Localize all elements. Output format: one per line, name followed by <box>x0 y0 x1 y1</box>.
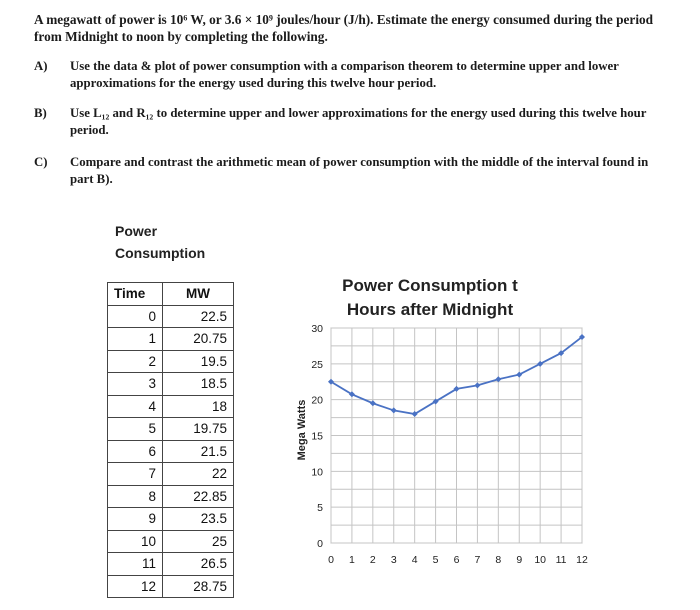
y-tick-label: 0 <box>317 538 323 550</box>
y-tick-label: 30 <box>311 323 323 335</box>
time-cell: 2 <box>108 350 163 373</box>
y-axis-label: Mega Watts <box>296 399 308 461</box>
time-cell: 8 <box>108 485 163 508</box>
mw-cell: 21.5 <box>163 440 234 463</box>
time-cell: 4 <box>108 395 163 418</box>
time-cell: 10 <box>108 530 163 553</box>
time-cell: 3 <box>108 373 163 396</box>
mw-cell: 28.75 <box>163 575 234 598</box>
chart-title-line2: Hours after Midnight <box>346 300 514 319</box>
x-tick-label: 2 <box>369 554 376 566</box>
table-title-line2: Consumption <box>115 245 206 261</box>
part-a-text: Use the data & plot of power consumption with a comparison theorem to determine upper and lower approximations for the energy used during this twelve hour period. <box>70 59 619 90</box>
time-cell: 12 <box>108 575 163 598</box>
part-b-text: Use L₁₂ and R₁₂ to determine upper and lower approximations for the energy used during this twelve hour period. <box>70 106 647 137</box>
x-tick-label: 6 <box>453 554 460 566</box>
x-tick-label: 12 <box>576 554 588 566</box>
time-cell: 9 <box>108 508 163 531</box>
time-cell: 5 <box>108 418 163 441</box>
x-tick-label: 0 <box>328 554 334 566</box>
mw-cell: 22 <box>163 463 234 486</box>
x-tick-label: 1 <box>348 554 355 566</box>
y-tick-label: 25 <box>311 358 323 371</box>
x-tick-label: 11 <box>555 554 567 566</box>
x-tick-label: 8 <box>495 554 502 566</box>
mw-header: MW <box>163 283 234 306</box>
y-tick-label: 20 <box>311 394 323 407</box>
y-tick-label: 10 <box>311 466 323 479</box>
mw-cell: 19.75 <box>163 418 234 441</box>
y-tick-label: 5 <box>317 502 323 515</box>
x-tick-label: 10 <box>534 554 547 566</box>
plot-area <box>311 323 588 566</box>
x-tick-label: 4 <box>411 554 418 566</box>
time-header: Time <box>108 283 163 306</box>
time-cell: 6 <box>108 440 163 463</box>
part-b-letter: B) <box>34 106 47 120</box>
mw-cell: 22.5 <box>163 305 234 328</box>
mw-cell: 25 <box>163 530 234 553</box>
mw-cell: 18 <box>163 395 234 418</box>
mw-cell: 23.5 <box>163 508 234 531</box>
mw-cell: 20.75 <box>163 328 234 351</box>
chart-title-line1: Power Consumption t <box>342 276 518 295</box>
time-cell: 11 <box>108 553 163 576</box>
table-title-line1: Power <box>115 223 158 239</box>
mw-cell: 26.5 <box>163 553 234 576</box>
time-cell: 1 <box>108 328 163 351</box>
x-tick-label: 9 <box>516 554 523 566</box>
problem-intro: A megawatt of power is 10⁶ W, or 3.6 × 10⁹ joules/hour (J/h). Estimate the energy consumed during the period from Midnight to noon by completing the following. <box>34 12 654 44</box>
time-cell: 7 <box>108 463 163 486</box>
mw-cell: 19.5 <box>163 350 234 373</box>
x-tick-label: 5 <box>432 554 439 566</box>
mw-cell: 18.5 <box>163 373 234 396</box>
x-tick-label: 3 <box>390 554 397 566</box>
part-c-letter: C) <box>34 155 48 169</box>
y-tick-label: 15 <box>311 430 323 443</box>
mw-cell: 22.85 <box>163 485 234 508</box>
part-a-letter: A) <box>34 59 48 73</box>
time-cell: 0 <box>108 305 163 328</box>
part-c-text: Compare and contrast the arithmetic mean of power consumption with the middle of the interval found in part B). <box>70 155 649 186</box>
x-tick-label: 7 <box>474 554 481 566</box>
